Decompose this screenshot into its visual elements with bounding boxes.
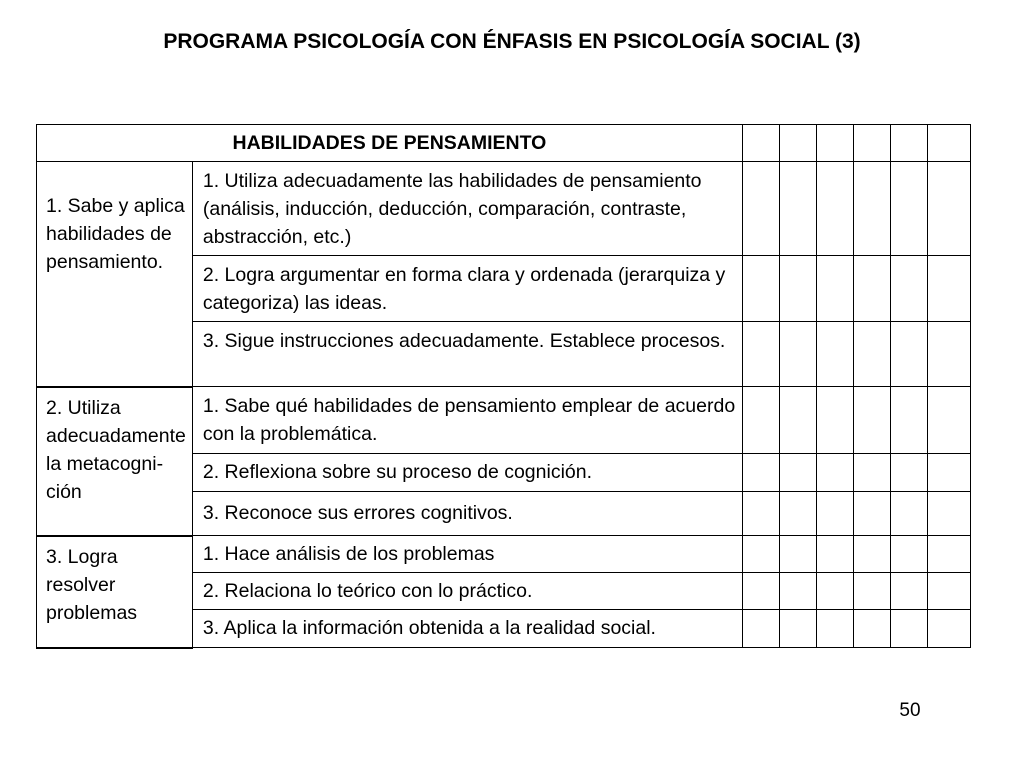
check-cell [890,454,927,492]
check-cell [927,125,970,162]
indicator-cell: 1. Hace análisis de los problemas [192,536,742,573]
check-cell [779,573,816,610]
check-cell [927,256,970,322]
indicator-cell: 3. Sigue instrucciones adecuadamente. Establece procesos. [192,322,742,387]
check-cell [742,322,779,387]
skills-rubric-table [36,124,971,649]
competency-cell: 2. Utiliza adecuadamente la metacogni-ción [37,387,193,536]
check-cell [779,256,816,322]
competency-cell: 3. Logra resolver problemas [37,536,193,648]
indicator-cell: 3. Aplica la información obtenida a la realidad social. [192,610,742,648]
check-cell [779,610,816,648]
check-cell [890,492,927,536]
check-cell [890,573,927,610]
check-cell [742,454,779,492]
check-cell [853,256,890,322]
check-cell [816,573,853,610]
check-cell [853,573,890,610]
check-cell [890,256,927,322]
check-cell [890,610,927,648]
check-cell [779,322,816,387]
check-cell [853,125,890,162]
check-cell [742,492,779,536]
check-cell [816,322,853,387]
check-cell [853,610,890,648]
check-cell [742,536,779,573]
check-cell [779,492,816,536]
check-cell [927,454,970,492]
check-cell [816,256,853,322]
check-cell [890,162,927,256]
check-cell [816,536,853,573]
check-cell [742,573,779,610]
check-cell [853,387,890,454]
check-cell [779,454,816,492]
check-cell [779,162,816,256]
check-cell [853,322,890,387]
check-cell [779,536,816,573]
check-cell [742,256,779,322]
slide-title: PROGRAMA PSICOLOGÍA CON ÉNFASIS EN PSICOLOGÍA SOCIAL (3) [163,30,861,53]
indicator-cell: 3. Reconoce sus errores cognitivos. [192,492,742,536]
check-cell [816,492,853,536]
page-number: 50 [899,700,921,721]
check-cell [927,162,970,256]
check-cell [927,387,970,454]
check-cell [816,162,853,256]
check-cell [927,536,970,573]
table-header: HABILIDADES DE PENSAMIENTO [37,125,743,162]
indicator-cell: 2. Relaciona lo teórico con lo práctico. [192,573,742,610]
table-row [37,536,971,573]
check-cell [779,125,816,162]
table-row [37,162,971,256]
indicator-cell: 1. Sabe qué habilidades de pensamiento emplear de acuerdo con la problemática. [192,387,742,454]
check-cell [853,536,890,573]
indicator-cell: 2. Reflexiona sobre su proceso de cognición. [192,454,742,492]
check-cell [927,610,970,648]
check-cell [816,387,853,454]
check-cell [927,492,970,536]
check-cell [742,125,779,162]
check-cell [853,492,890,536]
indicator-cell: 2. Logra argumentar en forma clara y ordenada (jerarquiza y categoriza) las ideas. [192,256,742,322]
check-cell [853,454,890,492]
check-cell [927,322,970,387]
check-cell [779,387,816,454]
table-row [37,387,971,454]
check-cell [742,162,779,256]
header-row [37,125,971,162]
check-cell [890,125,927,162]
check-cell [816,454,853,492]
check-cell [853,162,890,256]
check-cell [890,536,927,573]
indicator-cell: 1. Utiliza adecuadamente las habilidades de pensamiento (análisis, inducción, deducción, comparación, contraste, abstracción, etc.) [192,162,742,256]
check-cell [890,387,927,454]
competency-cell: 1. Sabe y aplica habilidades de pensamiento. [37,162,193,387]
check-cell [742,387,779,454]
check-cell [816,610,853,648]
check-cell [816,125,853,162]
check-cell [742,610,779,648]
check-cell [890,322,927,387]
check-cell [927,573,970,610]
